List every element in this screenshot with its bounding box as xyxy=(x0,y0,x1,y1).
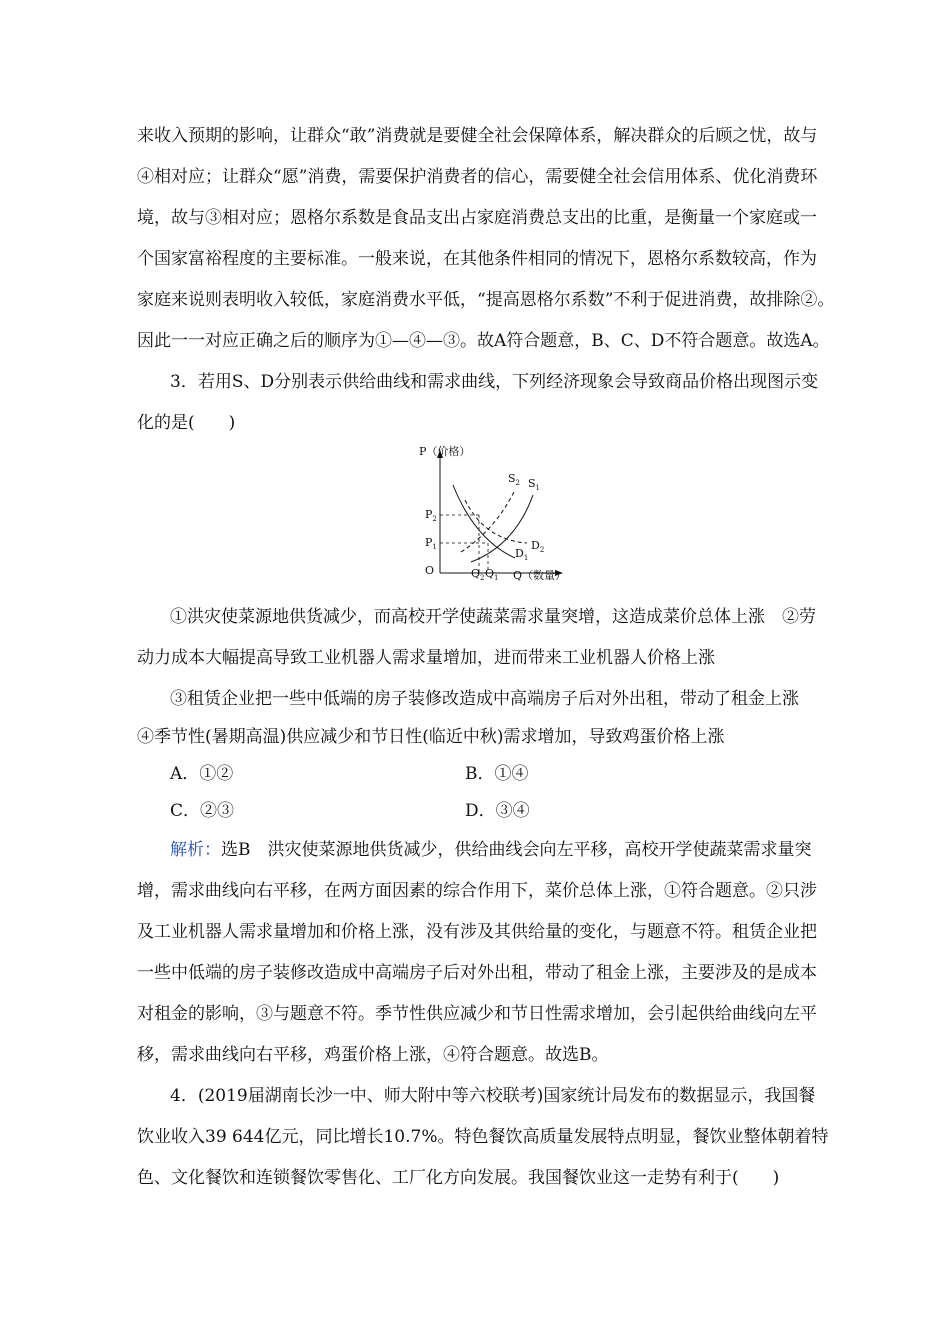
paragraph-line: 来收入预期的影响，让群众“敢”消费就是要健全社会保障体系，解决群众的后顾之忧，故与 xyxy=(137,126,818,146)
paragraph-line: 境，故与③相对应；恩格尔系数是食品支出占家庭消费总支出的比重，是衡量一个家庭或一 xyxy=(137,208,817,228)
origin-label: O xyxy=(425,564,435,577)
p1-label: $P_1$ xyxy=(425,536,437,551)
paragraph-line: ④相对应；让群众“愿”消费，需要保护消费者的信心，需要健全社会信用体系、优化消费环 xyxy=(137,167,818,187)
analysis-line: 对租金的影响，③与题意不符。季节性供应减少和节日性需求增加，会引起供给曲线向左平 xyxy=(137,1004,817,1024)
question-3-item: 动力成本大幅提高导致工业机器人需求量增加，进而带来工业机器人价格上涨 xyxy=(137,648,715,668)
question-3-stem: 3．若用S、D分别表示供给曲线和需求曲线，下列经济现象会导致商品价格出现图示变 xyxy=(170,372,819,392)
x-axis-label: Q（数量） xyxy=(513,569,567,582)
s2-label: $S_2$ xyxy=(508,472,521,487)
d1-label: $D_1$ xyxy=(515,547,529,562)
paragraph-line: 家庭来说则表明收入较低，家庭消费水平低，“提高恩格尔系数”不利于促进消费，故排除②。 xyxy=(137,290,835,310)
question-4-stem: 4．(2019届湖南长沙一中、师大附中等六校联考)国家统计局发布的数据显示，我国餐 xyxy=(170,1086,816,1106)
option-a: A．①② xyxy=(170,764,234,784)
analysis-line: 一些中低端的房子装修改造成中高端房子后对外出租，带动了租金上涨，主要涉及的是成本 xyxy=(137,963,817,983)
paragraph-line: 个国家富裕程度的主要标准。一般来说，在其他条件相同的情况下，恩格尔系数较高，作为 xyxy=(137,249,817,269)
demand-curve-d1 xyxy=(453,485,515,558)
analysis-line: 移，需求曲线向右平移，鸡蛋价格上涨，④符合题意。故选B。 xyxy=(137,1045,609,1065)
supply-curve-s2 xyxy=(461,490,515,552)
demand-curve-d2 xyxy=(465,500,527,543)
option-c: C．②③ xyxy=(170,801,235,821)
q1-label: $Q_1$ xyxy=(485,567,499,582)
d2-label: $D_2$ xyxy=(531,539,545,554)
q2-label: $Q_2$ xyxy=(471,567,485,582)
question-3-item: ①洪灾使菜源地供货减少，而高校开学使蔬菜需求量突增，这造成菜价总体上涨 ②劳 xyxy=(170,607,816,627)
analysis-line: 及工业机器人需求量增加和价格上涨，没有涉及其供给量的变化，与题意不符。租赁企业把 xyxy=(137,922,817,942)
analysis-label: 解析： xyxy=(170,840,221,860)
option-d: D．③④ xyxy=(465,801,530,821)
question-3-stem: 化的是( ) xyxy=(137,413,236,433)
y-axis-label: P（价格） xyxy=(419,445,471,458)
question-4-stem: 饮业收入39 644亿元，同比增长10.7%。特色餐饮高质量发展特点明显，餐饮业整体朝着特 xyxy=(137,1127,829,1147)
analysis-text: 选B 洪灾使菜源地供货减少，供给曲线会向左平移，高校开学使蔬菜需求量突 xyxy=(221,840,812,860)
analysis-line xyxy=(170,839,812,861)
s1-label: $S_1$ xyxy=(528,477,541,492)
paragraph-line: 因此一一对应正确之后的顺序为①—④—③。故A符合题意，B、C、D不符合题意。故选A。 xyxy=(137,331,830,351)
question-4-stem: 色、文化餐饮和连锁餐饮零售化、工厂化方向发展。我国餐饮业这一走势有利于( ) xyxy=(137,1168,780,1188)
option-b: B．①④ xyxy=(465,764,529,784)
question-3-item: ④季节性(暑期高温)供应减少和节日性(临近中秋)需求增加，导致鸡蛋价格上涨 xyxy=(137,727,725,747)
supply-demand-diagram xyxy=(415,440,575,585)
question-3-item: ③租赁企业把一些中低端的房子装修改造成中高端房子后对外出租，带动了租金上涨 xyxy=(170,689,799,709)
analysis-line: 增，需求曲线向右平移，在两方面因素的综合作用下，菜价总体上涨，①符合题意。②只涉 xyxy=(137,881,817,901)
p2-label: $P_2$ xyxy=(425,508,437,523)
